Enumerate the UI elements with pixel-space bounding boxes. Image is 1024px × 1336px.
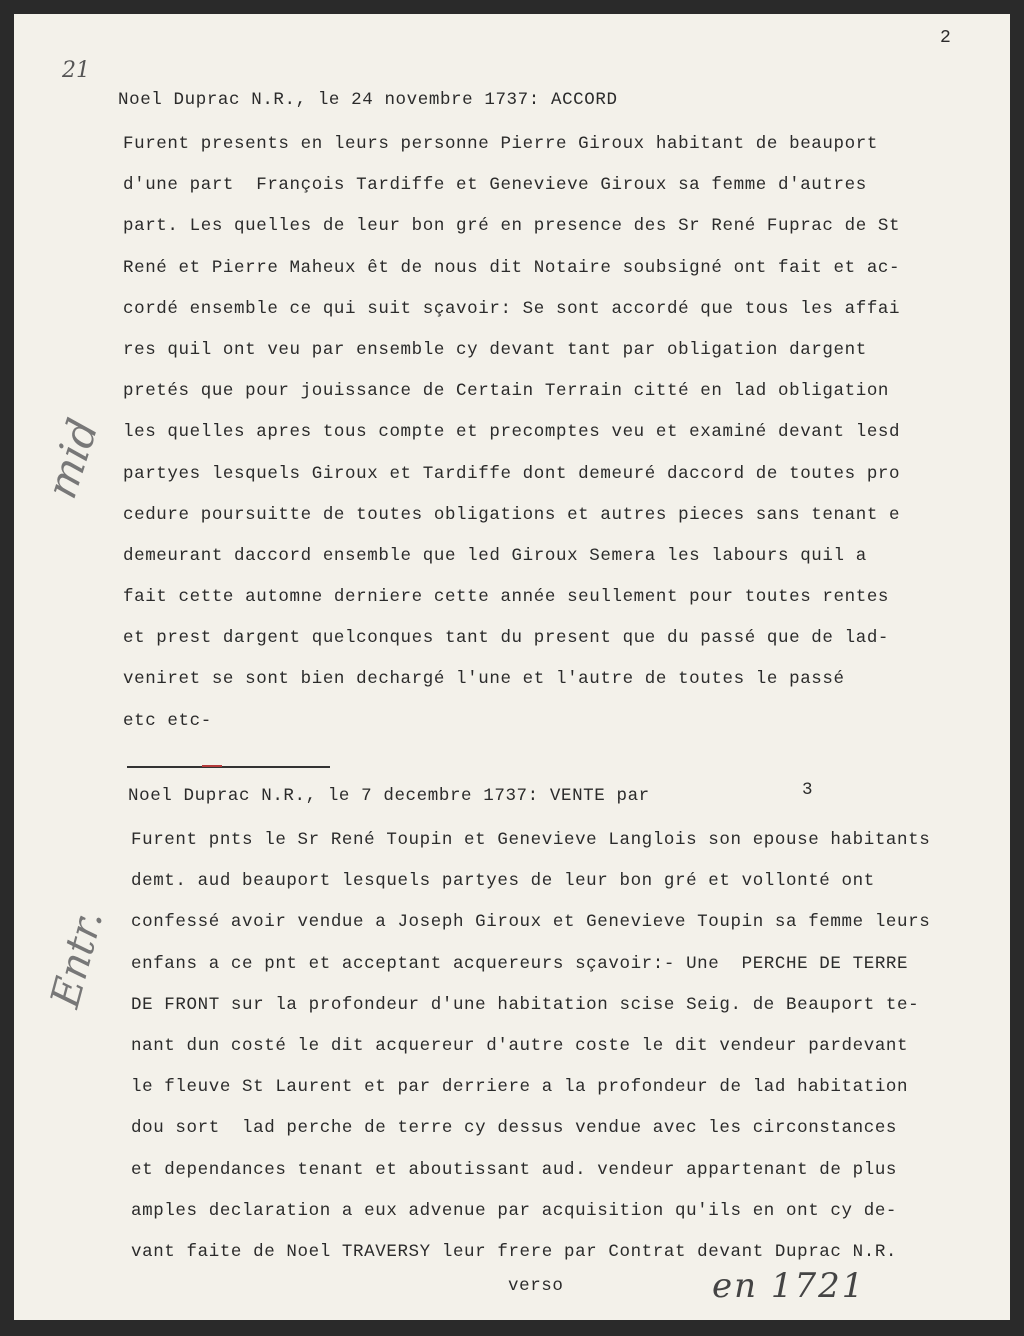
entry2-line: enfans a ce pnt et acceptant acquereurs sçavoir:- Une PERCHE DE TERRE — [131, 953, 909, 974]
margin-note-date: en 1721 — [712, 1266, 866, 1306]
verso-footer: verso — [508, 1276, 564, 1296]
entry2-body — [131, 820, 930, 1273]
entry2-line: amples declaration a eux advenue par acquisition qu'ils en ont cy de- — [131, 1200, 898, 1221]
page-number: 2 — [940, 28, 952, 48]
document-page — [14, 14, 1010, 1320]
entry1-line: et prest dargent quelconques tant du present que du passé que de lad- — [123, 628, 890, 649]
entry1-line: cordé ensemble ce qui suit sçavoir: Se sont accordé que tous les affai — [123, 298, 901, 319]
entry1-line: etc etc- — [123, 710, 212, 731]
entry2-heading: Noel Duprac N.R., le 7 decembre 1737: VENTE par — [128, 786, 650, 806]
margin-note-entr: Entr. — [42, 905, 113, 1013]
entry2-line: nant dun costé le dit acquereur d'autre coste le dit vendeur pardevant — [131, 1035, 909, 1056]
entry2-line: DE FRONT sur la profondeur d'une habitation scise Seig. de Beauport te- — [131, 994, 920, 1015]
archive-number: 21 — [62, 58, 90, 83]
entry2-line: demt. aud beauport lesquels partyes de leur bon gré et vollonté ont — [131, 871, 875, 892]
entry1-line: René et Pierre Maheux êt de nous dit Notaire soubsigné ont fait et ac- — [123, 257, 901, 278]
entry1-line: d'une part François Tardiffe et Genevieve Giroux sa femme d'autres — [123, 175, 867, 196]
entry1-line: res quil ont veu par ensemble cy devant tant par obligation dargent — [123, 339, 867, 360]
entry1-line: Furent presents en leurs personne Pierre Giroux habitant de beauport — [123, 134, 878, 154]
entry1-body — [123, 124, 900, 742]
entry1-line: part. Les quelles de leur bon gré en presence des Sr René Fuprac de St — [123, 216, 901, 237]
entry1-line: demeurant daccord ensemble que led Giroux Semera les labours quil a — [123, 545, 867, 566]
entry1-heading: Noel Duprac N.R., le 24 novembre 1737: ACCORD — [118, 90, 618, 110]
section-divider — [127, 766, 330, 768]
entry2-line: Furent pnts le Sr René Toupin et Genevieve Langlois son epouse habitants — [131, 830, 931, 850]
entry2-line: le fleuve St Laurent et par derriere a la profondeur de lad habitation — [131, 1077, 909, 1098]
entry1-line: veniret se sont bien dechargé l'une et l'autre de toutes le passé — [123, 669, 845, 690]
entry2-line: confessé avoir vendue a Joseph Giroux et Genevieve Toupin sa femme leurs — [131, 912, 931, 933]
entry1-line: fait cette automne derniere cette année seullement pour toutes rentes — [123, 587, 890, 608]
entry1-line: les quelles apres tous compte et precomptes veu et examiné devant lesd — [123, 422, 901, 443]
entry2-line: et dependances tenant et aboutissant aud. vendeur appartenant de plus — [131, 1159, 898, 1180]
entry1-line: partyes lesquels Giroux et Tardiffe dont demeuré daccord de toutes pro — [123, 463, 901, 484]
entry2-number: 3 — [802, 780, 814, 800]
entry2-line: vant faite de Noel TRAVERSY leur frere par Contrat devant Duprac N.R. — [131, 1241, 898, 1262]
margin-note-mid: mid — [36, 412, 108, 505]
entry2-line: dou sort lad perche de terre cy dessus vendue avec les circonstances — [131, 1118, 898, 1139]
entry1-line: cedure poursuitte de toutes obligations et autres pieces sans tenant e — [123, 504, 901, 525]
entry1-line: pretés que pour jouissance de Certain Terrain citté en lad obligation — [123, 381, 890, 402]
